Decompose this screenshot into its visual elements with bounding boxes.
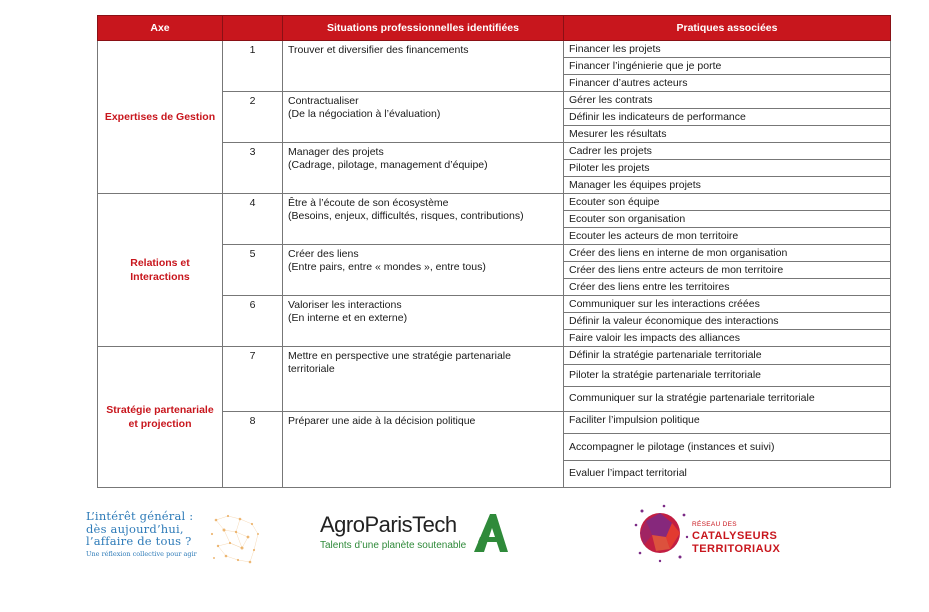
- interet-general-logo: [86, 510, 266, 570]
- situation-title: Créer des liens: [288, 248, 359, 260]
- situation-number: 8: [223, 412, 283, 488]
- situation-detail: (En interne et en externe): [288, 312, 408, 324]
- situation-title: Valoriser les interactions: [288, 299, 402, 311]
- pratique-cell: Financer les projets: [564, 41, 891, 58]
- axe-cell: Stratégie partenariale et projection: [98, 347, 223, 488]
- agroparistech-logo: [320, 512, 520, 562]
- situation-title: Être à l’écoute de son écosystème: [288, 197, 449, 209]
- pratique-cell: Financer d’autres acteurs: [564, 75, 891, 92]
- situation-cell: [283, 194, 564, 245]
- pratique-cell: Faire valoir les impacts des alliances: [564, 330, 891, 347]
- situation-cell: [283, 41, 564, 92]
- header-pratiques: Pratiques associées: [564, 16, 891, 41]
- pratique-cell: Définir la valeur économique des interactions: [564, 313, 891, 330]
- catalyseurs-logo-line1: CATALYSEURS: [692, 530, 778, 542]
- situation-cell: [283, 347, 564, 412]
- interet-logo-line3: l’affaire de tous ?: [86, 534, 192, 548]
- catalyseurs-network-icon: [632, 503, 690, 565]
- situation-detail: (Cadrage, pilotage, management d’équipe): [288, 159, 488, 171]
- dots-network-icon: [206, 510, 266, 568]
- header-situations: Situations professionnelles identifiées: [283, 16, 564, 41]
- pratique-cell: Accompagner le pilotage (instances et suivi): [564, 434, 891, 461]
- interet-logo-line2: dès aujourd’hui,: [86, 521, 184, 536]
- pratique-cell: Evaluer l’impact territorial: [564, 461, 891, 488]
- pratique-cell: Créer des liens entre acteurs de mon territoire: [564, 262, 891, 279]
- pratique-cell: Cadrer les projets: [564, 143, 891, 160]
- pratique-cell: Ecouter les acteurs de mon territoire: [564, 228, 891, 245]
- pratique-cell: Piloter les projets: [564, 160, 891, 177]
- competences-table: [97, 15, 891, 488]
- agro-logo-name: AgroParisTech: [320, 512, 457, 537]
- situation-cell: [283, 412, 564, 488]
- axe-cell: Relations et Interactions: [98, 194, 223, 347]
- header-axe: Axe: [98, 16, 223, 41]
- pratique-cell: Mesurer les résultats: [564, 126, 891, 143]
- situation-cell: [283, 245, 564, 296]
- situation-title: Mettre en perspective une stratégie partenariale territoriale: [288, 350, 511, 375]
- situation-title: Préparer une aide à la décision politique: [288, 415, 476, 427]
- pratique-cell: Définir la stratégie partenariale territoriale: [564, 347, 891, 365]
- agro-logo-tagline: Talents d’une planète soutenable: [320, 540, 467, 551]
- situation-number: 1: [223, 41, 283, 92]
- situation-title: Trouver et diversifier des financements: [288, 44, 469, 56]
- situation-detail: (De la négociation à l’évaluation): [288, 108, 441, 120]
- interet-logo-line1: L’intérêt général :: [86, 509, 194, 523]
- pratique-cell: Ecouter son organisation: [564, 211, 891, 228]
- pratique-cell: Gérer les contrats: [564, 92, 891, 109]
- pratique-cell: Communiquer sur la stratégie partenariale territoriale: [564, 387, 891, 412]
- situation-detail: (Entre pairs, entre « mondes », entre tous): [288, 261, 486, 273]
- pratique-cell: Ecouter son équipe: [564, 194, 891, 211]
- catalyseurs-logo-line2: TERRITORIAUX: [692, 543, 781, 555]
- pratique-cell: Créer des liens entre les territoires: [564, 279, 891, 296]
- pratique-cell: Faciliter l’impulsion politique: [564, 412, 891, 434]
- situation-number: 3: [223, 143, 283, 194]
- table-header-row: [98, 16, 891, 41]
- agro-a-icon: [470, 512, 510, 554]
- situation-title: Manager des projets: [288, 146, 384, 158]
- pratique-cell: Définir les indicateurs de performance: [564, 109, 891, 126]
- catalyseurs-logo: [632, 503, 832, 573]
- pratique-cell: Communiquer sur les interactions créées: [564, 296, 891, 313]
- table-row: [98, 347, 891, 365]
- situation-number: 6: [223, 296, 283, 347]
- pratique-cell: Financer l’ingénierie que je porte: [564, 58, 891, 75]
- catalyseurs-logo-prefix: RÉSEAU DES: [692, 521, 737, 528]
- axe-cell: Expertises de Gestion: [98, 41, 223, 194]
- situation-number: 5: [223, 245, 283, 296]
- table-row: [98, 194, 891, 211]
- interet-logo-subtitle: Une réflexion collective pour agir: [86, 549, 197, 558]
- table-row: [98, 41, 891, 58]
- situation-cell: [283, 92, 564, 143]
- situation-cell: [283, 296, 564, 347]
- pratique-cell: Piloter la stratégie partenariale territoriale: [564, 365, 891, 387]
- situation-title: Contractualiser: [288, 95, 359, 107]
- situation-number: 2: [223, 92, 283, 143]
- pratique-cell: Manager les équipes projets: [564, 177, 891, 194]
- situation-number: 7: [223, 347, 283, 412]
- pratique-cell: Créer des liens en interne de mon organisation: [564, 245, 891, 262]
- situation-detail: (Besoins, enjeux, difficultés, risques, contributions): [288, 210, 524, 222]
- situation-number: 4: [223, 194, 283, 245]
- situation-cell: [283, 143, 564, 194]
- header-num: [223, 16, 283, 41]
